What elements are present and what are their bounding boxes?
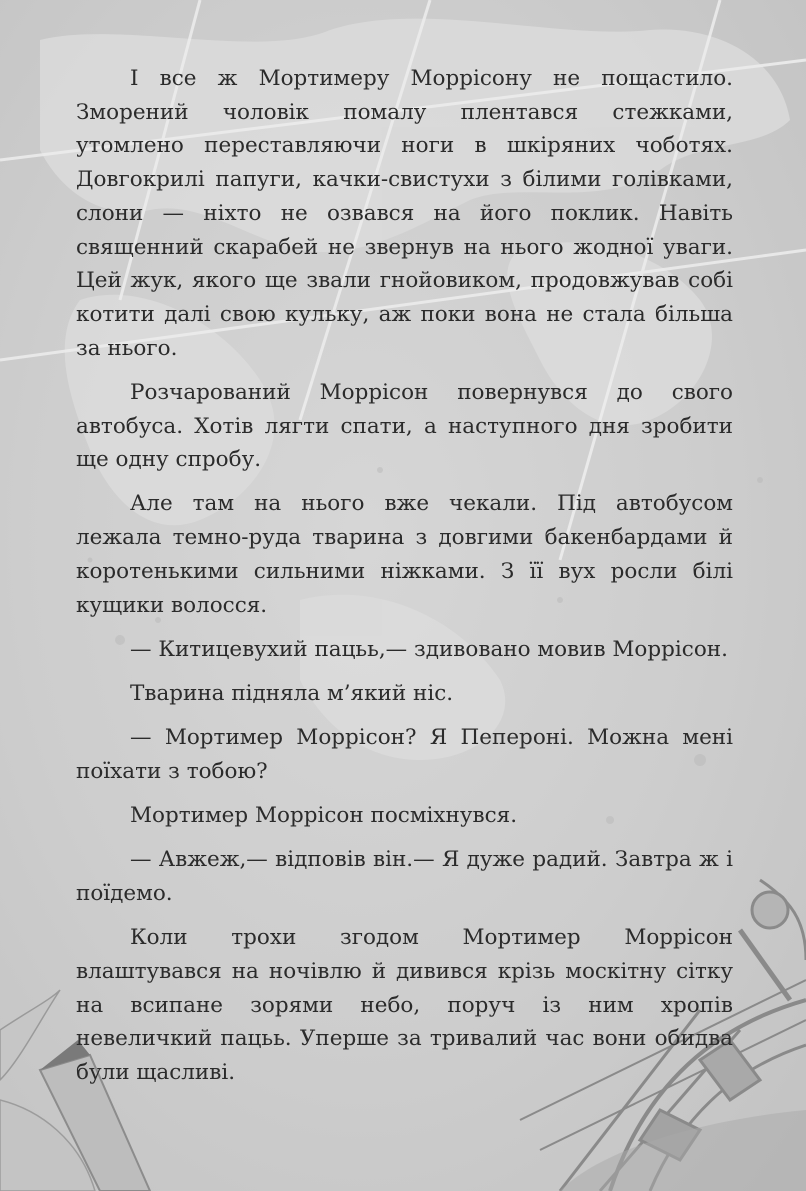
story-text — [76, 62, 733, 1100]
paragraph-6-dialogue: — Мортимер Моррісон? Я Пепероні. Можна мені поїхати з тобою? — [76, 725, 733, 784]
paragraph-7: Мортимер Моррісон посміхнувся. — [130, 803, 518, 829]
paragraph-2: Розчарований Моррісон повернувся до свого автобуса. Хотів лягти спати, а наступного дня зробити ще одну спробу. — [76, 379, 733, 473]
paragraph-3: Але там на нього вже чекали. Під автобусом лежала темно-руда тварина з довгими бакенбардами й коротенькими сильними ніжками. З її вух росли білі кущики волосся. — [76, 491, 733, 618]
paragraph-8-dialogue: — Авжеж,— відповів він.— Я дуже радий. Завтра ж і поїдемо. — [76, 847, 733, 906]
paragraph-1: І все ж Мортимеру Моррісону не пощастило. Зморений чоловік помалу плентався стежками, утомлено переставляючи ноги в шкіряних чоботях. Довгокрилі папуги, качки-свистухи з білими голівками, слони — ніхто не озвався на його поклик. Навіть священний скарабей не звернув на нього жодної уваги. Цей жук, якого ще звали гнойовиком, продовжував собі котити далі свою кульку, аж поки вона не стала більша за нього. — [76, 66, 733, 361]
paragraph-9: Коли трохи згодом Мортимер Моррісон влаштувався на ночівлю й дивився крізь москітну сітку на всипане зорями небо, поруч із ним хропів невеличкий пацьь. Уперше за тривалий час вони обидва були щасливі. — [76, 925, 733, 1085]
paragraph-5: Тварина підняла м’який ніс. — [130, 680, 454, 706]
paragraph-4-dialogue: — Китицевухий пацьь,— здивовано мовив Моррісон. — [130, 636, 728, 662]
